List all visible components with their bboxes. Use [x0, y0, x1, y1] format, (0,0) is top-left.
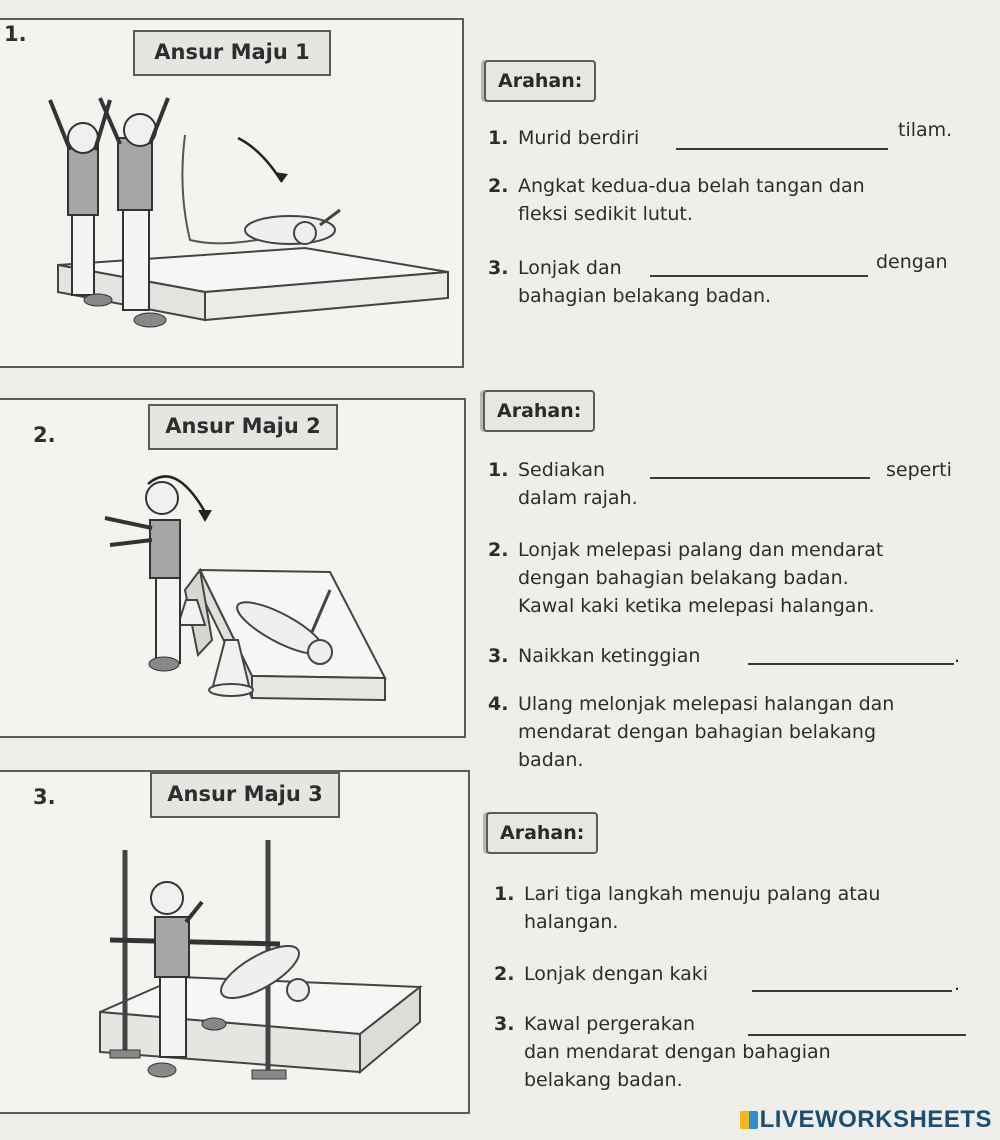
section-1-step-3: 3. Lonjak dan bahagian belakang badan. [488, 257, 772, 307]
section-3-step-2: 2. Lonjak dengan kaki [494, 963, 709, 985]
section-2-step-2: 2. Lonjak melepasi palang dan mendarat dengan bahagian belakang badan. Kawal kaki ketika melepasi halangan. [488, 539, 884, 617]
section-3-title: Ansur Maju 3 [150, 772, 340, 818]
section-2-step-3-end: . [954, 645, 961, 667]
section-2-arahan-label: Arahan: [483, 390, 595, 432]
section-1-step-1: 1. Murid berdiri [488, 127, 640, 149]
section-1-arahan-label: Arahan: [484, 60, 596, 102]
section-1-step-1-blank[interactable] [676, 148, 888, 150]
section-1-step-3-blank[interactable] [650, 275, 868, 277]
section-2-step-3: 3. Naikkan ketinggian [488, 645, 701, 667]
section-2-title: Ansur Maju 2 [148, 404, 338, 450]
section-2-step-4: 4. Ulang melonjak melepasi halangan dan mendarat dengan bahagian belakang badan. [488, 693, 895, 771]
section-1-title: Ansur Maju 1 [133, 30, 331, 76]
section-2-number: 2. [33, 423, 56, 447]
section-3-step-2-blank[interactable] [752, 990, 952, 992]
liveworksheets-watermark: LIVEWORKSHEETS [740, 1106, 992, 1134]
section-2-step-1-blank[interactable] [650, 477, 870, 479]
section-3-panel [0, 770, 470, 1114]
section-1-number: 1. [4, 22, 27, 46]
section-3-step-3: 3. Kawal pergerakan dan mendarat dengan bahagian belakang badan. [494, 1013, 831, 1091]
section-3-number: 3. [33, 785, 56, 809]
section-1-step-2: 2. Angkat kedua-dua belah tangan dan fleksi sedikit lutut. [488, 175, 865, 225]
section-3-arahan-label: Arahan: [486, 812, 598, 854]
high-jump-illustration-2 [0, 400, 462, 734]
liveworksheets-logo-icon [740, 1111, 758, 1129]
section-3-step-3-blank[interactable] [748, 1034, 966, 1036]
section-2-step-1: 1. Sediakan dalam rajah. [488, 459, 638, 509]
section-2-step-1-end: seperti [886, 459, 952, 481]
section-1-step-1-end: tilam. [898, 119, 953, 141]
section-3-step-2-end: . [954, 973, 961, 995]
high-jump-illustration-3 [0, 772, 466, 1110]
section-2-step-3-blank[interactable] [748, 663, 954, 665]
section-3-step-1: 1. Lari tiga langkah menuju palang atau halangan. [494, 883, 881, 933]
section-1-step-3-end: dengan [876, 251, 948, 273]
